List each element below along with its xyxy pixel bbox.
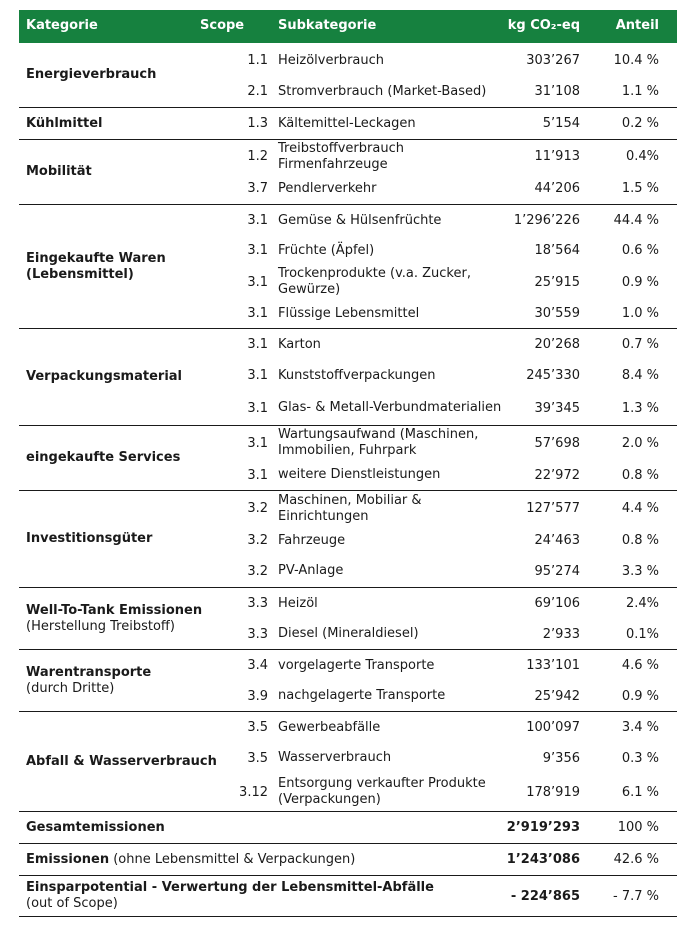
table-row [19, 140, 677, 173]
table-row [19, 773, 677, 811]
kg-cell: 20’268 [534, 337, 580, 352]
header-kategorie: Kategorie [26, 18, 98, 33]
table-header [19, 10, 677, 43]
table-row [19, 743, 677, 773]
category-group [19, 108, 677, 140]
category-label: Mobilität [26, 164, 92, 179]
subkategorie-cell: Früchte (Äpfel) [278, 242, 375, 258]
scope-cell: 3.1 [247, 213, 268, 228]
total-label [26, 880, 434, 912]
table-row [19, 360, 677, 391]
kg-cell: 303’267 [526, 53, 580, 68]
kg-cell: 25’915 [534, 274, 580, 290]
scope-cell: 3.5 [247, 720, 268, 735]
total-row [19, 876, 677, 917]
scope-cell: 1.1 [247, 53, 268, 68]
total-anteil: 100 % [617, 820, 659, 835]
table-row [19, 108, 677, 139]
kg-cell: 11’913 [534, 149, 580, 164]
total-kg: 2’919’293 [506, 820, 580, 835]
anteil-cell: 0.4% [625, 149, 659, 164]
table-row [19, 712, 677, 743]
kg-cell: 31’108 [534, 84, 580, 99]
subkategorie-cell: Wartungsaufwand (Maschinen, Immobilien, Fuhrpark [278, 427, 479, 458]
anteil-cell: 0.9 % [621, 274, 659, 290]
total-anteil: - 7.7 % [613, 888, 659, 904]
anteil-cell: 2.4% [625, 596, 659, 611]
table-row [19, 173, 677, 204]
subkategorie-cell: Stromverbrauch (Market-Based) [278, 83, 487, 99]
table-row [19, 329, 677, 360]
scope-cell: 3.1 [247, 400, 268, 416]
subkategorie-cell: Diesel (Mineraldiesel) [278, 626, 419, 641]
subkategorie-cell: Karton [278, 336, 321, 352]
subkategorie-cell: Heizölverbrauch [278, 52, 384, 68]
subkategorie-cell: Entsorgung verkaufter Produkte (Verpackungen) [278, 776, 486, 807]
table-row [19, 491, 677, 526]
scope-cell: 3.9 [247, 688, 268, 704]
header-kg: kg CO₂-eq [507, 18, 580, 33]
category-label: Kühlmittel [26, 115, 103, 131]
category-label: Abfall & Wasserverbrauch [26, 753, 217, 769]
kg-cell: 178’919 [526, 784, 580, 800]
table-row [19, 619, 677, 649]
table-row [19, 391, 677, 425]
kg-cell: 22’972 [534, 467, 580, 483]
kg-cell: 44’206 [534, 181, 580, 196]
anteil-cell: 0.9 % [621, 688, 659, 704]
category-group [19, 491, 677, 588]
category-group [19, 140, 677, 205]
total-row [19, 812, 677, 844]
category-label: Well-To-Tank Emissionen [26, 602, 203, 618]
anteil-cell: 44.4 % [613, 213, 659, 228]
anteil-cell: 1.5 % [621, 181, 659, 196]
kg-cell: 2’933 [542, 626, 580, 642]
total-anteil: 42.6 % [613, 852, 659, 867]
anteil-cell: 2.0 % [621, 435, 659, 451]
table-totals [19, 812, 677, 917]
table-row [19, 526, 677, 555]
category-group [19, 329, 677, 426]
subkategorie-cell: Flüssige Lebensmittel [278, 305, 420, 321]
subkategorie-cell: Gewerbeabfälle [278, 719, 381, 735]
kg-cell: 95’274 [534, 563, 580, 579]
kg-cell: 18’564 [534, 243, 580, 258]
category-note: (durch Dritte) [26, 680, 115, 696]
scope-cell: 3.1 [247, 467, 268, 483]
scope-cell: 3.2 [247, 563, 268, 579]
anteil-cell: 0.2 % [621, 116, 659, 131]
kg-cell: 100’097 [526, 720, 580, 735]
kg-cell: 57’698 [534, 435, 580, 451]
category-label: Warentransporte [26, 664, 152, 680]
anteil-cell: 4.4 % [621, 501, 659, 516]
anteil-cell: 3.3 % [621, 563, 659, 579]
table-row [19, 236, 677, 265]
anteil-cell: 3.4 % [621, 720, 659, 735]
anteil-cell: 0.7 % [621, 337, 659, 352]
scope-cell: 3.1 [247, 368, 268, 383]
scope-cell: 3.3 [247, 626, 268, 642]
header-scope: Scope [200, 18, 245, 33]
anteil-cell: 1.0 % [621, 306, 659, 321]
total-kg: - 224’865 [510, 888, 580, 904]
subkategorie-cell: PV-Anlage [278, 563, 344, 578]
category-group [19, 205, 677, 329]
table-row [19, 460, 677, 490]
kg-cell: 24’463 [534, 533, 580, 548]
scope-cell: 3.2 [247, 533, 268, 548]
scope-cell: 3.5 [247, 750, 268, 766]
table-row [19, 265, 677, 299]
total-label [26, 820, 165, 836]
kg-cell: 25’942 [534, 688, 580, 704]
subkategorie-cell: nachgelagerte Transporte [278, 688, 446, 703]
anteil-cell: 6.1 % [621, 784, 659, 800]
category-label: Energieverbrauch [26, 67, 157, 82]
table-row [19, 76, 677, 107]
subkategorie-cell: Maschinen, Mobiliar & Einrichtungen [278, 492, 422, 524]
kg-cell: 245’330 [526, 368, 580, 383]
subkategorie-cell: vorgelagerte Transporte [278, 657, 435, 673]
anteil-cell: 4.6 % [621, 658, 659, 673]
kg-cell: 39’345 [534, 400, 580, 416]
category-label: Verpackungsmaterial [26, 369, 183, 384]
anteil-cell: 0.3 % [621, 750, 659, 766]
subkategorie-cell: Heizöl [278, 595, 318, 611]
header-subkategorie: Subkategorie [278, 18, 377, 33]
kg-cell: 30’559 [534, 306, 580, 321]
subkategorie-cell: Trockenprodukte (v.a. Zucker, Gewürze) [278, 266, 471, 297]
category-group [19, 712, 677, 812]
scope-cell: 3.1 [247, 435, 268, 451]
scope-cell: 3.12 [239, 784, 268, 800]
kg-cell: 127’577 [526, 501, 580, 516]
scope-cell: 3.4 [247, 658, 268, 673]
total-label-bold: Emissionen [26, 851, 110, 867]
category-group [19, 426, 677, 491]
subkategorie-cell: Glas- & Metall-Verbundmaterialien [278, 400, 502, 415]
kg-cell: 5’154 [542, 116, 580, 131]
scope-cell: 3.2 [247, 501, 268, 516]
total-label-bold: Gesamtemissionen [26, 819, 165, 835]
table-row [19, 299, 677, 328]
table-row [19, 650, 677, 681]
anteil-cell: 0.8 % [621, 533, 659, 548]
scope-cell: 3.1 [247, 337, 268, 352]
total-label-note: (ohne Lebensmittel & Verpackungen) [109, 851, 356, 867]
scope-cell: 2.1 [247, 84, 268, 99]
scope-cell: 1.2 [247, 149, 268, 164]
subkategorie-cell: weitere Dienstleistungen [278, 467, 441, 482]
table-row [19, 555, 677, 587]
scope-cell: 3.3 [247, 596, 268, 611]
category-group [19, 650, 677, 712]
subkategorie-cell: Kältemittel-Leckagen [278, 115, 416, 131]
total-row [19, 844, 677, 876]
anteil-cell: 0.6 % [621, 243, 659, 258]
kg-cell: 9’356 [542, 750, 580, 766]
subkategorie-cell: Pendlerverkehr [278, 180, 377, 196]
table-row [19, 45, 677, 76]
header-anteil: Anteil [615, 18, 659, 33]
subkategorie-cell: Treibstoffverbrauch Firmenfahrzeuge [278, 140, 404, 172]
category-note: (Herstellung Treibstoff) [26, 618, 175, 634]
table-row [19, 426, 677, 460]
scope-cell: 1.3 [247, 116, 268, 131]
table-body [19, 43, 677, 812]
scope-cell: 3.1 [247, 274, 268, 290]
anteil-cell: 8.4 % [621, 368, 659, 383]
anteil-cell: 0.8 % [621, 467, 659, 483]
kg-cell: 133’101 [526, 658, 580, 673]
subkategorie-cell: Gemüse & Hülsenfrüchte [278, 212, 442, 228]
anteil-cell: 0.1% [625, 626, 659, 642]
table-row [19, 205, 677, 236]
anteil-cell: 1.1 % [621, 84, 659, 99]
scope-cell: 3.1 [247, 243, 268, 258]
category-label: Investitionsgüter [26, 531, 153, 546]
subkategorie-cell: Wasserverbrauch [278, 750, 392, 765]
category-label: eingekaufte Services [26, 450, 181, 465]
emissions-table [19, 10, 677, 917]
scope-cell: 3.1 [247, 306, 268, 321]
category-label: Eingekaufte Waren (Lebensmittel) [26, 250, 166, 282]
kg-cell: 69’106 [534, 596, 580, 611]
category-group [19, 588, 677, 650]
total-kg: 1’243’086 [506, 852, 580, 867]
category-group [19, 43, 677, 108]
total-label-bold: Einsparpotential - Verwertung der Lebensmittel-Abfälle [26, 880, 434, 895]
total-label-sub: (out of Scope) [26, 896, 118, 911]
subkategorie-cell: Kunststoffverpackungen [278, 367, 436, 383]
scope-cell: 3.7 [247, 181, 268, 196]
subkategorie-cell: Fahrzeuge [278, 532, 346, 548]
table-row [19, 681, 677, 711]
anteil-cell: 1.3 % [621, 400, 659, 416]
anteil-cell: 10.4 % [613, 53, 659, 68]
total-label [26, 852, 355, 868]
kg-cell: 1’296’226 [513, 213, 580, 228]
table-row [19, 588, 677, 619]
